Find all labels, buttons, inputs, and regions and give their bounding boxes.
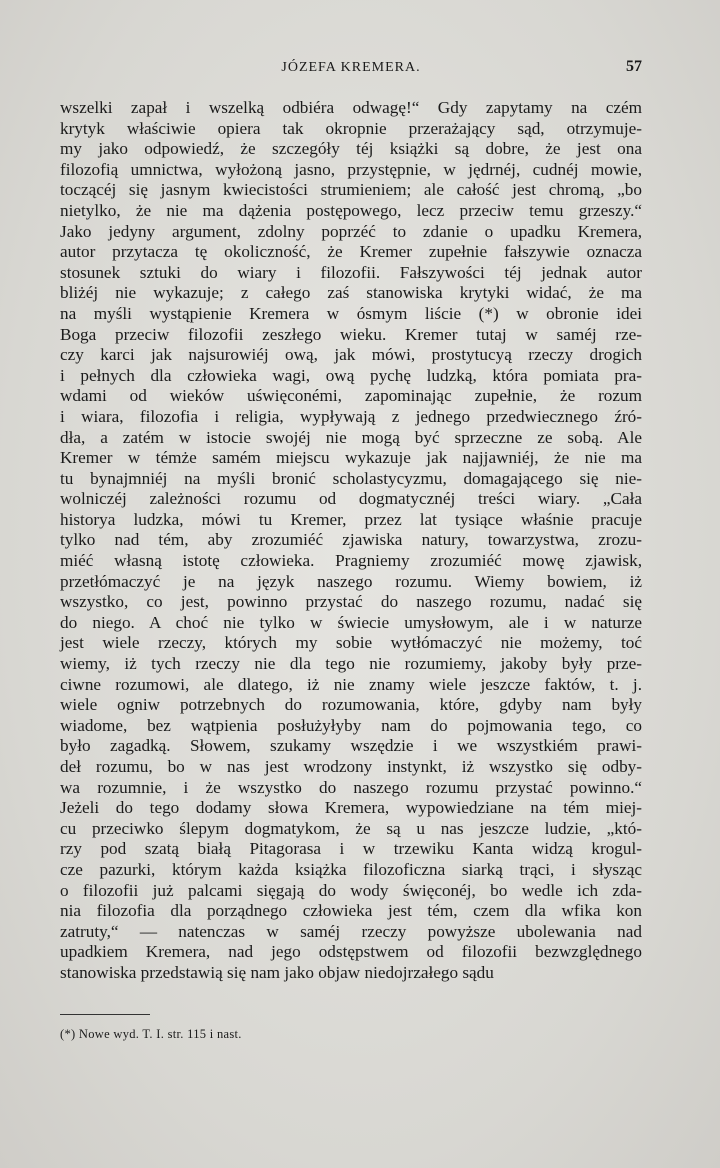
- text-line: cu przeciwko ślepym dogmatykom, że są u nas jeszcze ludzie, „któ-: [60, 818, 642, 838]
- text-line: wszystko, co jest, powinno przystać do naszego rozumu, nadać się: [60, 592, 642, 612]
- text-line: było zagadką. Słowem, szukamy wszędzie i we wszystkiém prawi-: [60, 736, 642, 756]
- text-line: wa rozumnie, i że wszystko do naszego rozumu przystać powinno.“: [60, 777, 642, 797]
- text-line: tu bynajmniéj na myśli bronić scholastycyzmu, domagającego się nie-: [60, 468, 642, 488]
- text-line: bliżéj nie wykazuje; z całego zaś stanowiska krytyki widać, że ma: [60, 283, 642, 303]
- text-line: stanowiska przedstawią się nam jako objaw niedojrzałego sądu: [60, 962, 494, 982]
- text-line: jest wiele rzeczy, których my sobie wytłómaczyć nie możemy, toć: [60, 633, 642, 653]
- text-line: do niego. A choć nie tylko w świecie umysłowym, ale i w naturze: [60, 612, 642, 632]
- text-line: wiadome, bez wątpienia posłużyłyby nam do pojmowania tego, co: [60, 715, 642, 735]
- text-line: wiemy, iż tych rzeczy nie dla tego nie rozumiemy, jakoby były prze-: [60, 654, 642, 674]
- text-line: nia filozofia dla porządnego człowieka jest tém, czem dla wfika kon: [60, 901, 642, 921]
- text-line: my jako odpowiedź, że szczegóły téj książki są dobre, że jest ona: [60, 139, 642, 159]
- text-line: na myśli wystąpienie Kremera w ósmym liście (*) w obronie idei: [60, 303, 642, 323]
- text-line: historya ludzka, mówi tu Kremer, przez lat tysiące właśnie pracuje: [60, 509, 642, 529]
- text-line: cze pazurki, którym każda książka filozoficzna siarką trąci, i słysząc: [60, 859, 642, 879]
- text-line: o filozofii już palcami sięgają do wody święconéj, bo wedle ich zda-: [60, 880, 642, 900]
- text-line: miéć własną istotę człowieka. Pragniemy zrozumiéć mowę zjawisk,: [60, 551, 642, 571]
- text-line: Jako jedyny argument, zdolny poprzéć to zdanie o upadku Kremera,: [60, 221, 642, 241]
- text-line: rzy pod szatą białą Pitagorasa i w trzewiku Kanta widzą krogul-: [60, 839, 642, 859]
- text-line: zatruty,“ — natenczas w saméj rzeczy powyższe ubolewania nad: [60, 921, 642, 941]
- page-header: [60, 60, 642, 84]
- text-line: stosunek sztuki do wiary i filozofii. Fałszywości téj jednak autor: [60, 262, 642, 282]
- text-line: dła, a zatém w istocie swojéj nie mogą być sprzeczne ze sobą. Ale: [60, 427, 642, 447]
- text-line: filozofią umnictwa, wyłożoną jasno, przystępnie, w jędrnéj, cudnéj mowie,: [60, 159, 642, 179]
- text-line: wolniczéj zależności rozumu od dogmatycznéj treści wiary. „Cała: [60, 489, 642, 509]
- text-line: i wiara, filozofia i religia, wypływają z jednego przedwiecznego źró-: [60, 406, 642, 426]
- page-number: 57: [626, 58, 642, 75]
- text-line: czy karci jak najsurowiéj ową, jak mówi, prostytucyą rzeczy drogich: [60, 345, 642, 365]
- text-line: Boga przeciw filozofii zeszłego wieku. Kremer tutaj w saméj rze-: [60, 324, 642, 344]
- text-line: toczącéj się jasnym kwiecistości strumieniem; ale całość jest chromą, „bo: [60, 180, 642, 200]
- text-line: upadkiem Kremera, nad jego odstępstwem od filozofii bezwzględnego: [60, 942, 642, 962]
- text-line: ciwne rozumowi, ale dlatego, iż nie znamy wiele jeszcze faktów, t. j.: [60, 674, 642, 694]
- text-line: wiele ogniw potrzebnych do rozumowania, które, gdyby nam były: [60, 695, 642, 715]
- running-head: JÓZEFA KREMERA.: [281, 60, 421, 75]
- text-line: wszelki zapał i wszelką odbiéra odwagę!“ Gdy zapytamy na czém: [60, 98, 642, 117]
- text-line: nietylko, że nie ma dążenia postępowego, lecz przeciw temu grzeszy.“: [60, 200, 642, 220]
- text-line: deł rozumu, bo w nas jest wrodzony instynkt, iż wszystko się odby-: [60, 757, 642, 776]
- footnote: (*) Nowe wyd. T. I. str. 115 i nast.: [60, 1027, 242, 1041]
- text-line: Kremer w témże samém miejscu wykazuje jak najjawniéj, że nie ma: [60, 448, 642, 468]
- text-line: przetłómaczyć je na język naszego rozumu. Wiemy bowiem, iż: [60, 571, 642, 591]
- text-line: tylko nad tém, aby zrozumiéć zjawiska natury, towarzystwa, zrozu-: [60, 530, 642, 550]
- text-line: Jeżeli do tego dodamy słowa Kremera, wypowiedziane na tém miej-: [60, 798, 642, 818]
- footnote-divider: [60, 1014, 150, 1015]
- text-line: wdami od wieków uświęconémi, zapominając zupełnie, że rozum: [60, 386, 642, 406]
- body-text: [60, 98, 642, 984]
- text-line: krytyk właściwie opiera tak okropnie przerażający sąd, otrzymuje-: [60, 118, 642, 138]
- text-line: autor przytacza tę okoliczność, że Kremer zupełnie fałszywie oznacza: [60, 242, 642, 262]
- text-line: i pełnych dla człowieka wagi, ową pychę ludzką, która pomiata pra-: [60, 365, 642, 385]
